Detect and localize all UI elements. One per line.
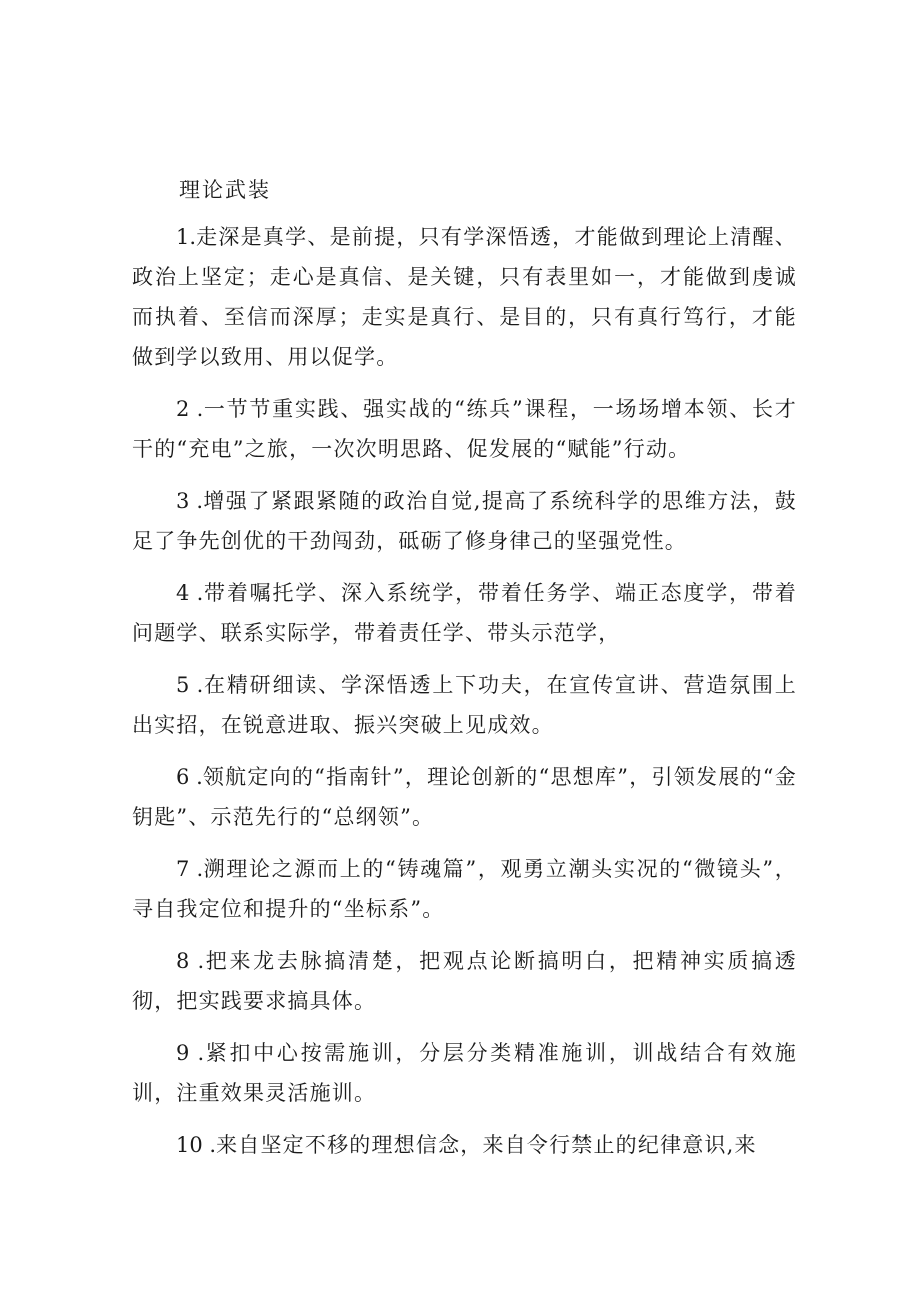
numbered-list: [132, 217, 797, 1177]
section-heading: 理论武装: [179, 178, 271, 202]
list-item: [132, 1125, 797, 1165]
item-text: 走深是真学、是前提，只有学深悟透，才能做到理论上清醒、政治上坚定；走心是真信、是关键，只有表里如一，才能做到虔诚而执着、至信而深厚；走实是真行、是目的，只有真行笃行，才能做到学以致用、用以促学。: [132, 225, 797, 369]
item-number: 1.: [176, 225, 197, 249]
list-item: [132, 217, 797, 377]
item-number: 5 .: [176, 673, 204, 697]
item-text: 来自坚定不移的理想信念，来自令行禁止的纪律意识,来: [216, 1133, 757, 1157]
item-text: 领航定向的“指南针”，理论创新的“思想库”，引领发展的“金钥匙”、示范先行的“总纲领”。: [132, 765, 797, 829]
list-item: [132, 573, 797, 653]
item-text: 溯理论之源而上的“铸魂篇”，观勇立潮头实况的“微镜头”，寻自我定位和提升的“坐标系”。: [132, 857, 797, 921]
item-number: 9 .: [176, 1041, 205, 1065]
item-number: 7 .: [176, 857, 204, 881]
item-number: 6 .: [176, 765, 203, 789]
item-text: 把来龙去脉搞清楚，把观点论断搞明白，把精神实质搞透彻，把实践要求搞具体。: [132, 949, 798, 1013]
item-number: 4 .: [176, 581, 204, 605]
item-text: 一节节重实践、强实战的“练兵”课程，一场场增本领、长才干的“充电”之旅，一次次明思路、促发展的“赋能”行动。: [132, 397, 797, 461]
item-number: 2 .: [176, 397, 204, 421]
list-item: [132, 849, 797, 929]
item-text: 增强了紧跟紧随的政治自觉,提高了系统科学的思维方法，鼓足了争先创优的干劲闯劲，砥砺了修身律己的坚强党性。: [132, 489, 797, 553]
list-item: [132, 389, 797, 469]
list-item: [132, 665, 797, 745]
item-text: 带着嘱托学、深入系统学，带着任务学、端正态度学，带着问题学、联系实际学，带着责任学、带头示范学，: [132, 581, 798, 645]
list-item: [132, 1033, 797, 1113]
item-number: 8 .: [176, 949, 205, 973]
item-number: 3 .: [176, 489, 204, 513]
list-item: [132, 481, 797, 561]
item-number: 10 .: [176, 1133, 217, 1157]
list-item: [132, 941, 797, 1021]
item-text: 紧扣中心按需施训，分层分类精准施训，训战结合有效施训，注重效果灵活施训。: [132, 1041, 798, 1105]
item-text: 在精研细读、学深悟透上下功夫，在宣传宣讲、营造氛围上出实招，在锐意进取、振兴突破上见成效。: [132, 673, 798, 737]
list-item: [132, 757, 797, 837]
